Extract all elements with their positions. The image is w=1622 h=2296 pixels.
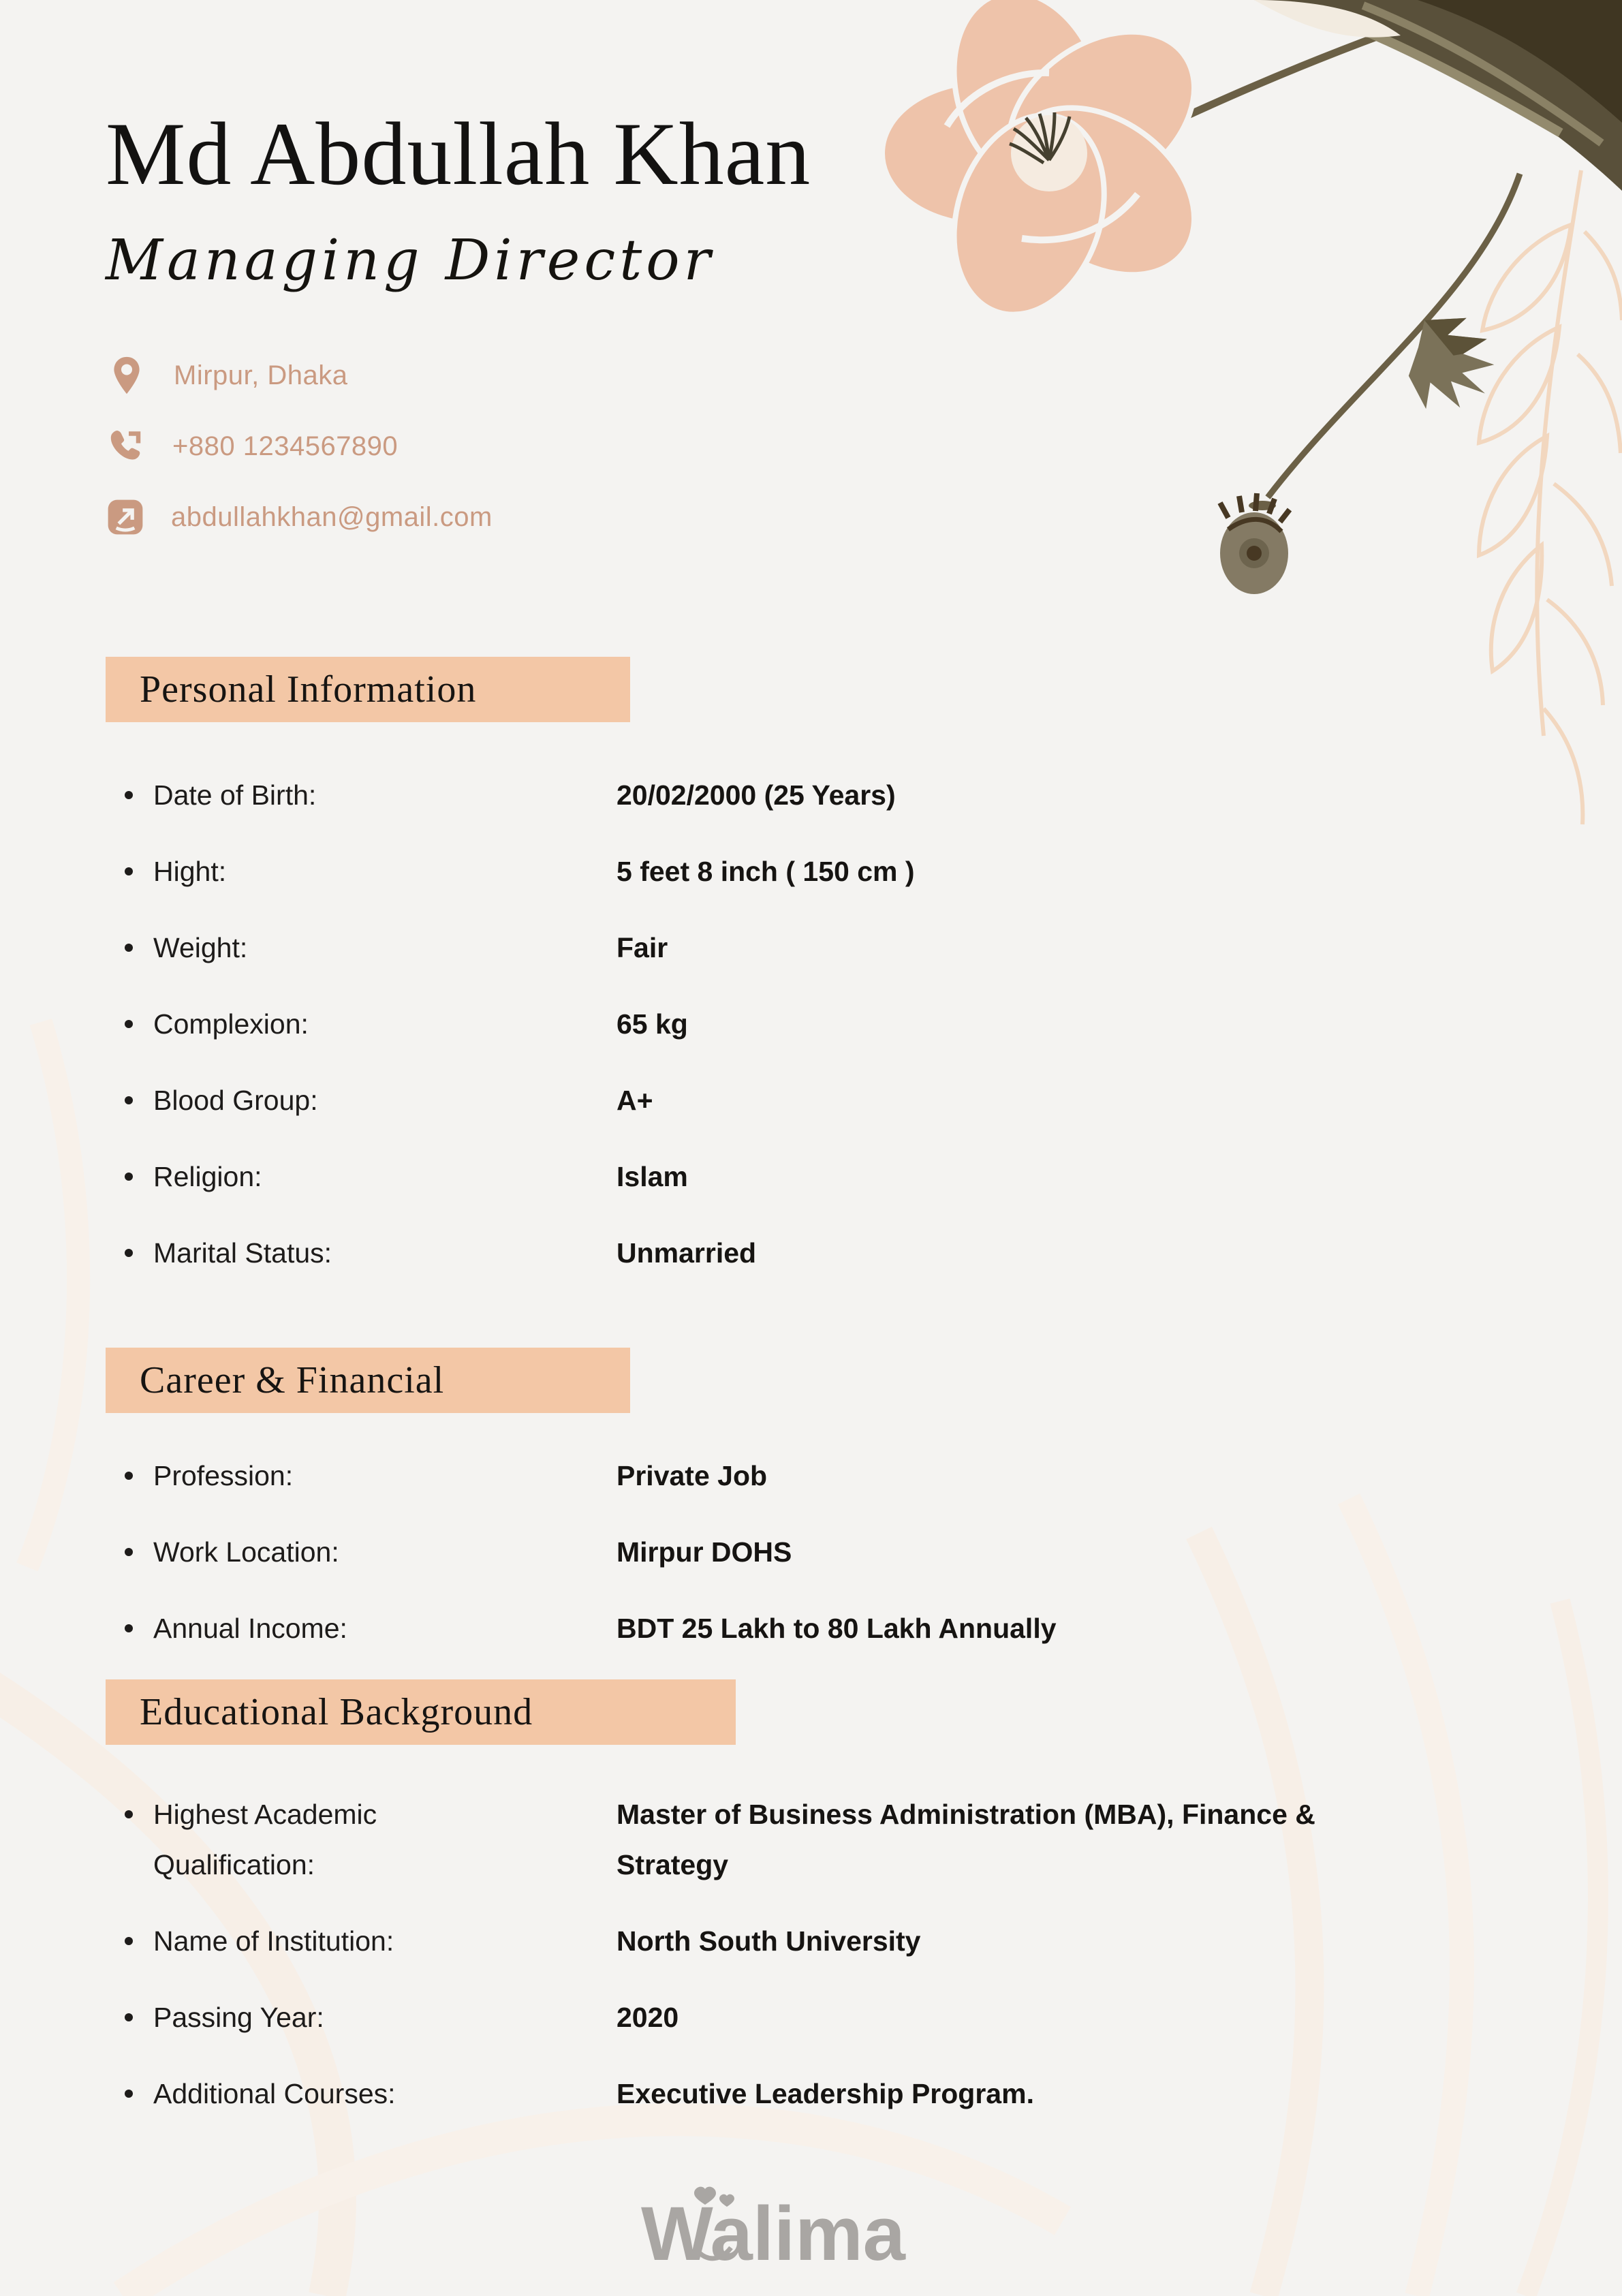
info-value: Unmarried: [617, 1237, 757, 1269]
bullet-dot: [125, 1548, 133, 1556]
info-label: Religion:: [153, 1161, 262, 1193]
section-personal-information: [106, 657, 1527, 1278]
bullet-dot: [125, 1020, 133, 1028]
phone-icon: [106, 426, 146, 467]
info-value: North South University: [617, 1925, 921, 1957]
person-job-title: Managing Director: [106, 228, 715, 293]
info-row: [106, 770, 1527, 820]
info-value: Fair: [617, 932, 668, 964]
info-row: [106, 1527, 1527, 1577]
bullet-dot: [125, 791, 133, 799]
bullet-dot: [125, 1937, 133, 1945]
bullet-dot: [125, 1624, 133, 1632]
info-row: [106, 1228, 1527, 1278]
bullet-dot: [125, 2013, 133, 2021]
walima-logo: [634, 2177, 988, 2279]
info-label: Weight:: [153, 932, 248, 964]
bullet-dot: [125, 2090, 133, 2098]
contact-item-location: [106, 355, 1527, 396]
bullet-dot: [125, 1249, 133, 1257]
info-value: Executive Leadership Program.: [617, 2078, 1034, 2110]
contact-item-email: [106, 497, 1527, 538]
info-value: A+: [617, 1085, 653, 1117]
info-label: Blood Group:: [153, 1085, 318, 1117]
section-title-bar: [106, 1348, 630, 1413]
info-label: Annual Income:: [153, 1613, 347, 1645]
info-label: Hight:: [153, 856, 227, 888]
info-list: [106, 1789, 1527, 2119]
info-label: Work Location:: [153, 1536, 339, 1568]
info-row: [106, 999, 1527, 1049]
contact-email-text: abdullahkhan@gmail.com: [171, 501, 493, 532]
info-value: BDT 25 Lakh to 80 Lakh Annually: [617, 1613, 1057, 1645]
info-label: Marital Status:: [153, 1237, 332, 1269]
info-label: Profession:: [153, 1460, 294, 1492]
email-icon: [106, 497, 145, 537]
info-value: 2020: [617, 2002, 679, 2034]
bullet-dot: [125, 1472, 133, 1480]
footer-brand-logo: [634, 2177, 988, 2282]
info-row: [106, 1075, 1527, 1126]
section-title: Career & Financial: [140, 1359, 445, 1402]
info-value: Private Job: [617, 1460, 768, 1492]
info-label: Name of Institution:: [153, 1925, 394, 1957]
info-row: [106, 1450, 1527, 1501]
bullet-dot: [125, 1096, 133, 1104]
info-row: [106, 1151, 1527, 1202]
info-row: [106, 2068, 1527, 2119]
info-row: [106, 1603, 1527, 1654]
contact-list: [106, 355, 1527, 538]
info-value: 65 kg: [617, 1008, 688, 1040]
info-label: Highest Academic Qualification:: [153, 1799, 377, 1881]
info-label: Passing Year:: [153, 2002, 324, 2034]
section-title: Personal Information: [140, 668, 477, 711]
section-title-bar: [106, 657, 630, 722]
location-pin-icon: [106, 354, 148, 397]
section-title: Educational Background: [140, 1691, 533, 1734]
info-row: [106, 1916, 1527, 1966]
bullet-dot: [125, 1173, 133, 1181]
info-row: [106, 846, 1527, 897]
section-title-bar: [106, 1679, 736, 1745]
person-name: Md Abdullah Khan: [106, 104, 811, 204]
contact-item-phone: [106, 426, 1527, 467]
info-label: Date of Birth:: [153, 779, 317, 811]
info-list: [106, 770, 1527, 1278]
info-value: Islam: [617, 1161, 688, 1193]
info-row: [106, 1789, 1527, 1890]
contact-location-text: Mirpur, Dhaka: [174, 360, 348, 390]
info-value: Master of Business Administration (MBA), Finance & Strategy: [617, 1799, 1315, 1881]
info-row: [106, 1992, 1527, 2043]
header: [106, 102, 1527, 297]
info-label: Additional Courses:: [153, 2078, 396, 2110]
bullet-dot: [125, 867, 133, 875]
info-value: Mirpur DOHS: [617, 1536, 792, 1568]
section-career-financial: [106, 1348, 1527, 1654]
contact-phone-text: +880 1234567890: [172, 431, 399, 461]
bullet-dot: [125, 944, 133, 952]
section-educational-background: [106, 1679, 1527, 2119]
bullet-dot: [125, 1810, 133, 1818]
info-value: 20/02/2000 (25 Years): [617, 779, 896, 811]
info-value: 5 feet 8 inch ( 150 cm ): [617, 856, 915, 888]
info-list: [106, 1450, 1527, 1654]
logo-text: Walima: [640, 2191, 905, 2276]
info-label: Complexion:: [153, 1008, 309, 1040]
info-row: [106, 922, 1527, 973]
